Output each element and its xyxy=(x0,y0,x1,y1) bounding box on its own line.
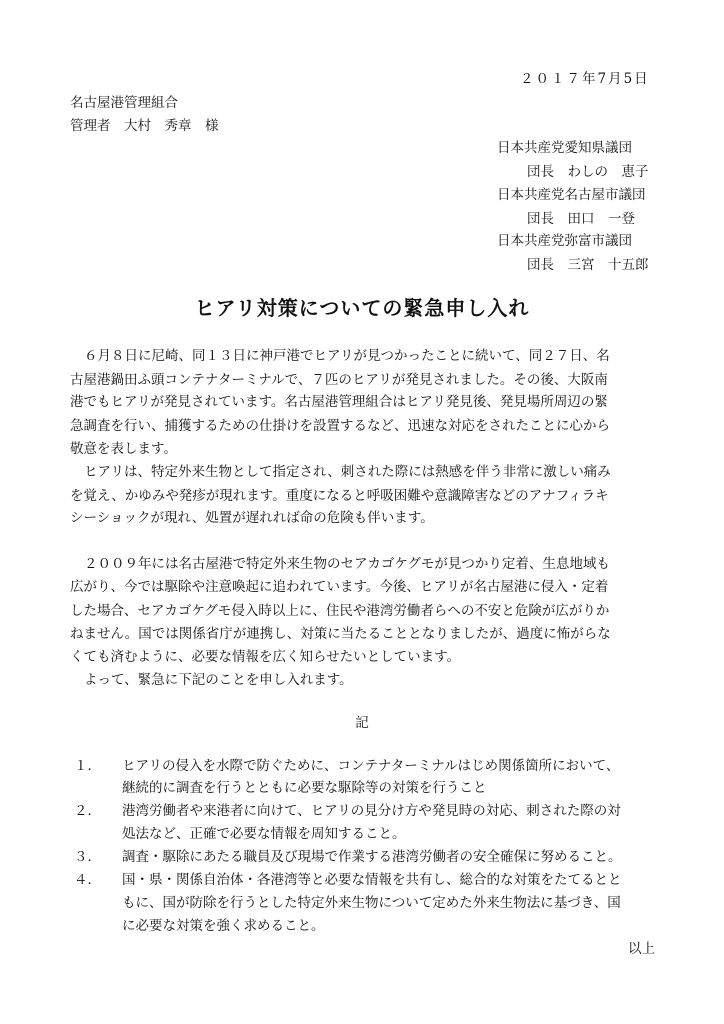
body-line: よって、緊急に下記のことを申し入れます。 xyxy=(84,672,353,688)
body-line: 港でもヒアリが発見されています。名古屋港管理組合はヒアリ発見後、発見場所周辺の緊 xyxy=(70,394,608,410)
sender-leader-aichi: 団長 わしの 恵子 xyxy=(527,164,649,180)
sender-org-yatomi: 日本共産党弥富市議団 xyxy=(497,233,632,249)
body-line: ヒアリは、特定外来生物として指定され、刺された際には熱感を伴う非常に激しい痛み xyxy=(84,464,611,480)
ki-heading: 記 xyxy=(355,715,369,731)
sender-org-aichi: 日本共産党愛知県議団 xyxy=(497,140,632,156)
item-line: 処法など、正確で必要な情報を周知すること。 xyxy=(122,826,406,842)
body-line: ねません。国では関係省庁が連携し、対策に当たることとなりましたが、過度に怖がらな xyxy=(70,626,611,642)
body-line: くても済むように、必要な情報を広く知らせたいとしています。 xyxy=(70,649,461,665)
item-line: 継続的に調査を行うとともに必要な駆除等の対策を行うこと xyxy=(122,780,487,796)
sender-org-nagoya: 日本共産党名古屋市議団 xyxy=(497,187,646,203)
item-number: １． xyxy=(74,758,101,774)
item-line: もに、国が防除を行うとした特定外来生物について定めた外来生物法に基づき、国 xyxy=(122,895,621,911)
sender-leader-nagoya: 団長 田口 一登 xyxy=(527,211,635,227)
addressee-organization: 名古屋港管理組合 xyxy=(70,95,178,111)
item-number: ４． xyxy=(74,872,101,888)
item-line: 国・県・関係自治体・各港湾等と必要な情報を共有し、総合的な対策をたてるとと xyxy=(122,872,622,888)
sender-leader-yatomi: 団長 三宮 十五郎 xyxy=(527,257,649,273)
body-line: ２００９年には名古屋港で特定外来生物のセアカゴケグモが見つかり定着、生息地域も xyxy=(84,556,610,572)
item-line: 調査・駆除にあたる職員及び現場で作業する港湾労働者の安全確保に努めること。 xyxy=(122,849,622,865)
body-line: 広がり、今では駆除や注意喚起に追われています。今後、ヒアリが名古屋港に侵入・定着 xyxy=(70,579,609,595)
document-title: ヒアリ対策についての緊急申し入れ xyxy=(194,296,530,320)
body-line: シーショックが現れ、処置が遅れれば命の危険も伴います。 xyxy=(70,510,434,526)
item-line: 港湾労働者や来港者に向けて、ヒアリの見分け方や発見時の対応、刺された際の対 xyxy=(122,803,621,819)
body-line: した場合、セアカゴケグモ侵入時以上に、住民や港湾労働者らへの不安と危険が広がりか xyxy=(70,603,610,619)
body-line: 急調査を行い、捕獲するための仕掛けを設置するなど、迅速な対応をされたことに心から xyxy=(70,418,610,434)
item-line: に必要な対策を強く求めること。 xyxy=(122,918,325,934)
body-line: ６月８日に尼崎、同１３日に神戸港でヒアリが見つかったことに続いて、同２７日、名 xyxy=(84,348,610,364)
body-line: を覚え、かゆみや発疹が現れます。重度になると呼吸困難や意識障害などのアナフィラキ xyxy=(70,488,609,504)
document-date: ２０１７年7月5日 xyxy=(520,71,650,87)
body-line: 古屋港鍋田ふ頭コンテナターミナルで、７匹のヒアリが発見されました。その後、大阪南 xyxy=(70,372,608,388)
item-number: ２． xyxy=(74,803,101,819)
item-line: ヒアリの侵入を水際で防ぐために、コンテナターミナルはじめ関係箇所において、 xyxy=(122,758,620,774)
closing-text: 以上 xyxy=(628,941,655,957)
body-line: 敬意を表します。 xyxy=(70,441,177,457)
item-number: ３． xyxy=(74,849,101,865)
addressee-name: 管理者 大村 秀章 様 xyxy=(70,118,219,134)
